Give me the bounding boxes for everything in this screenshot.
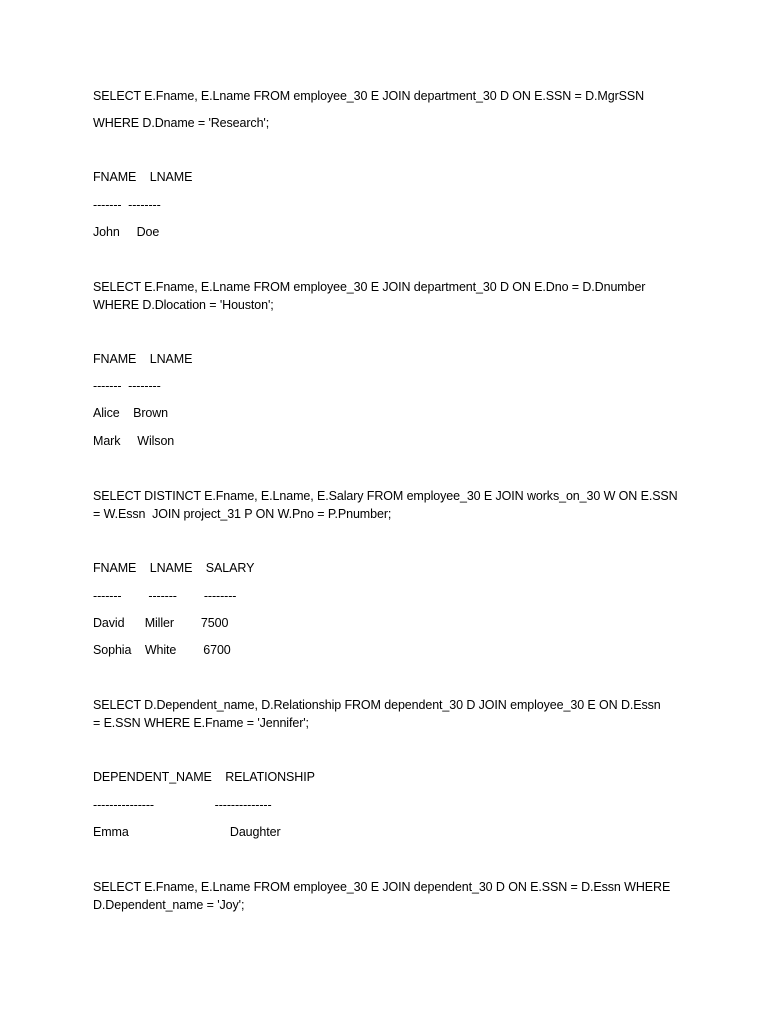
query-5-line-1: SELECT E.Fname, E.Lname FROM employee_30 E JOIN dependent_30 D ON E.SSN = D.Essn WHERE bbox=[93, 880, 671, 894]
result-2-row-1: Alice Brown bbox=[93, 406, 169, 420]
result-4-header: DEPENDENT_NAME RELATIONSHIP bbox=[93, 770, 315, 784]
query-4-line-2: = E.SSN WHERE E.Fname = 'Jennifer'; bbox=[93, 716, 309, 730]
result-2-separator: ------- -------- bbox=[93, 379, 161, 393]
result-3-row-1: David Miller 7500 bbox=[93, 616, 229, 630]
query-4-line-1: SELECT D.Dependent_name, D.Relationship FROM dependent_30 D JOIN employee_30 E ON D.Essn bbox=[93, 698, 661, 712]
query-2-line-2: WHERE D.Dlocation = 'Houston'; bbox=[93, 298, 274, 312]
result-2-header: FNAME LNAME bbox=[93, 352, 193, 366]
result-1-header: FNAME LNAME bbox=[93, 170, 193, 184]
query-3-line-2: = W.Essn JOIN project_31 P ON W.Pno = P.Pnumber; bbox=[93, 507, 392, 521]
result-1-separator: ------- -------- bbox=[93, 198, 161, 212]
result-3-header: FNAME LNAME SALARY bbox=[93, 561, 255, 575]
query-1-line-1: SELECT E.Fname, E.Lname FROM employee_30 E JOIN department_30 D ON E.SSN = D.MgrSSN bbox=[93, 89, 645, 103]
result-3-row-2: Sophia White 6700 bbox=[93, 643, 231, 657]
result-2-row-2: Mark Wilson bbox=[93, 434, 175, 448]
query-1-line-2: WHERE D.Dname = 'Research'; bbox=[93, 116, 270, 130]
query-3-line-1: SELECT DISTINCT E.Fname, E.Lname, E.Salary FROM employee_30 E JOIN works_on_30 W ON E.SSN bbox=[93, 489, 678, 503]
result-1-row-1: John Doe bbox=[93, 225, 160, 239]
result-4-row-1: Emma Daughter bbox=[93, 825, 281, 839]
result-3-separator: ------- ------- -------- bbox=[93, 589, 237, 603]
query-2-line-1: SELECT E.Fname, E.Lname FROM employee_30 E JOIN department_30 D ON E.Dno = D.Dnumber bbox=[93, 280, 646, 294]
query-5-line-2: D.Dependent_name = 'Joy'; bbox=[93, 898, 245, 912]
result-4-separator: --------------- -------------- bbox=[93, 798, 272, 812]
